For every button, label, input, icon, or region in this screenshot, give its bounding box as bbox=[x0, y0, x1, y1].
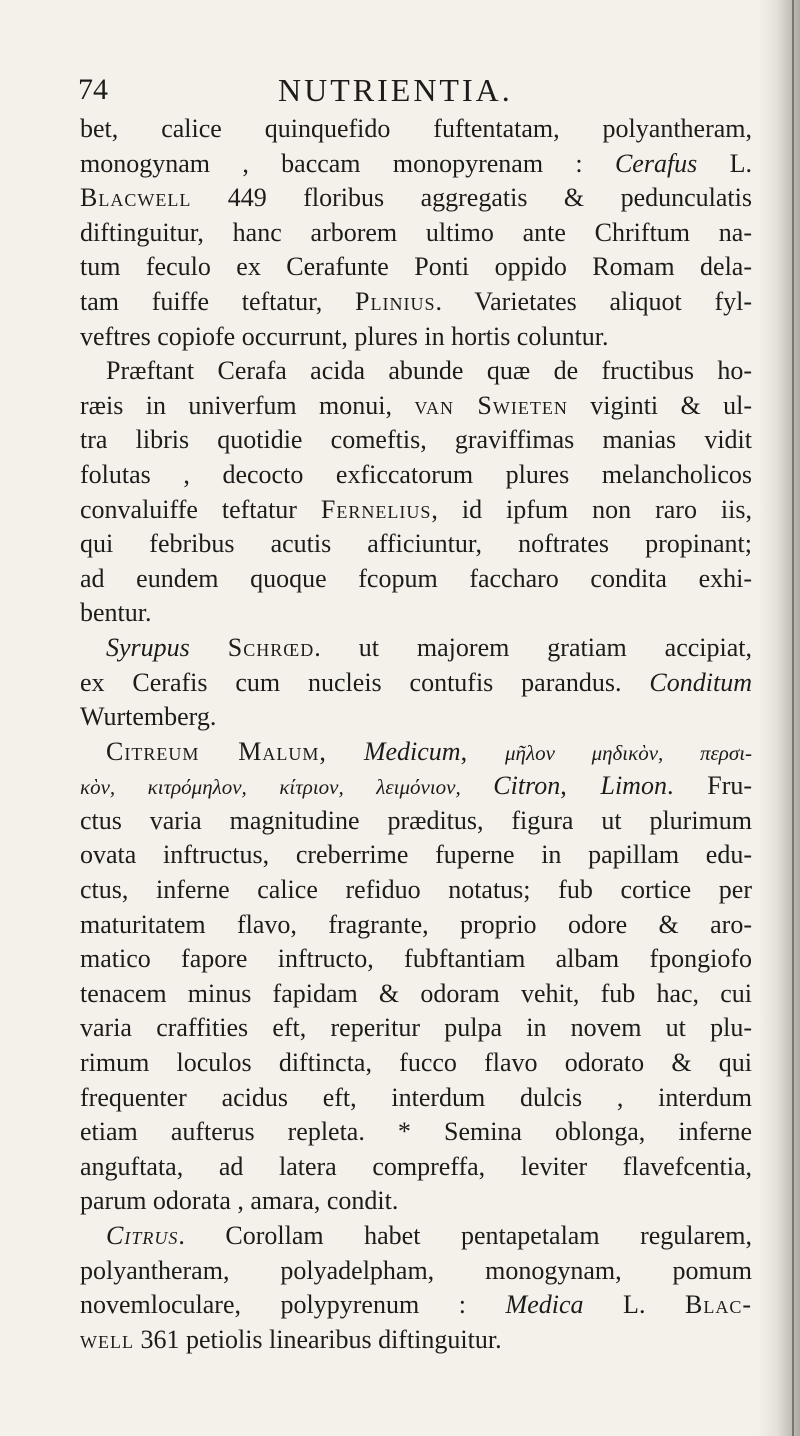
text-line bbox=[80, 769, 752, 804]
text-segment: tam fuiffe teftatur, bbox=[80, 286, 356, 316]
text-segment: bet, calice quinquefido fuftentatam, polyantheram, bbox=[80, 114, 752, 143]
text-line bbox=[80, 423, 752, 458]
text-segment: ex Cerafis cum nucleis contufis parandus. bbox=[80, 667, 650, 697]
text-segment: Conditum bbox=[649, 667, 752, 697]
text-segment: tra libris quotidie comeftis, graviffimas manias vidit bbox=[80, 425, 752, 455]
text-segment: Citrus bbox=[106, 1221, 179, 1250]
text-segment: Limon bbox=[600, 771, 667, 801]
text-line bbox=[80, 1219, 752, 1254]
text-line bbox=[80, 216, 752, 251]
text-segment: Fernelius bbox=[320, 494, 432, 524]
text-line bbox=[80, 1150, 752, 1185]
text-line bbox=[80, 942, 752, 977]
text-line bbox=[80, 493, 752, 528]
text-line bbox=[80, 389, 752, 424]
text-segment: convaluiffe teftatur bbox=[80, 494, 321, 524]
text-segment: Præftant Cerafa acida abunde quæ de fructibus ho- bbox=[106, 356, 752, 386]
text-segment: Wurtemberg. bbox=[80, 702, 217, 732]
text-segment: ctus varia magnitudine præditus, figura ut plurimum bbox=[80, 805, 752, 835]
text-line bbox=[80, 908, 752, 943]
text-segment: Syrupus bbox=[106, 632, 190, 662]
text-segment: viginti & ul- bbox=[567, 390, 753, 420]
text-segment: ræis in univerfum monui, bbox=[80, 390, 415, 420]
text-segment: well bbox=[80, 1324, 134, 1354]
text-segment: van Swieten bbox=[414, 390, 568, 420]
text-segment: Blac- bbox=[685, 1290, 752, 1320]
page-edge-line bbox=[792, 0, 794, 1436]
text-segment: maturitatem flavo, fragrante, proprio odore & aro- bbox=[80, 909, 752, 939]
text-segment bbox=[190, 633, 228, 662]
text-segment: bentur. bbox=[80, 598, 152, 628]
text-segment: etiam aufterus repleta. * Semina oblonga, inferne bbox=[80, 1117, 752, 1147]
text-segment: novemloculare, polypyrenum : bbox=[80, 1290, 506, 1320]
text-line bbox=[80, 320, 752, 355]
text-line bbox=[80, 735, 752, 770]
text-line bbox=[80, 838, 752, 873]
text-line bbox=[80, 354, 752, 389]
page-header bbox=[78, 70, 738, 110]
text-segment: varia craffities eft, reperitur pulpa in novem ut plu- bbox=[80, 1013, 752, 1043]
text-line bbox=[80, 250, 752, 285]
text-line bbox=[80, 1184, 752, 1219]
text-segment: monogynam , baccam monopyrenam : bbox=[80, 148, 615, 178]
text-line bbox=[80, 1081, 752, 1116]
text-segment: . Varietates aliquot fyl- bbox=[435, 286, 752, 316]
text-segment: . Corollam habet pentapetalam regularem, bbox=[178, 1221, 752, 1250]
text-line bbox=[80, 527, 752, 562]
text-segment: Plinius bbox=[355, 286, 436, 316]
text-segment: L. bbox=[697, 148, 752, 178]
text-segment: Citron bbox=[493, 771, 561, 801]
text-segment: qui febribus acutis afficiuntur, noftrates propinant; bbox=[80, 529, 752, 559]
text-segment: rimum loculos diftincta, fucco flavo odorato & qui bbox=[80, 1048, 752, 1078]
text-segment: Citreum Malum bbox=[106, 736, 320, 766]
text-segment: veftres copiofe occurrunt, plures in hortis coluntur. bbox=[80, 321, 609, 351]
text-segment: ctus, inferne calice refiduo notatus; fub cortice per bbox=[80, 875, 752, 905]
text-segment: μῆλον μηδικὸν, περσι- bbox=[505, 740, 753, 765]
text-segment: . ut majorem gratiam accipiat, bbox=[314, 632, 753, 662]
text-line bbox=[80, 1011, 752, 1046]
text-line bbox=[80, 804, 752, 839]
text-line bbox=[80, 1254, 752, 1289]
text-segment: , bbox=[319, 736, 364, 766]
text-segment: anguftata, ad latera compreffa, leviter flavefcentia, bbox=[80, 1151, 752, 1181]
text-line bbox=[80, 1115, 752, 1150]
text-segment: ovata inftructus, creberrime fuperne in papillam edu- bbox=[80, 840, 752, 870]
text-line bbox=[80, 1288, 752, 1323]
text-segment: polyantheram, polyadelpham, monogynam, pomum bbox=[80, 1255, 752, 1285]
text-line bbox=[80, 1323, 752, 1358]
text-segment: parum odorata , amara, condit. bbox=[80, 1186, 399, 1216]
text-segment: Schrœd bbox=[227, 632, 315, 662]
text-line bbox=[80, 700, 752, 735]
text-line bbox=[80, 112, 752, 147]
text-segment: , bbox=[560, 771, 601, 801]
text-segment: Blacwell bbox=[80, 183, 192, 213]
text-segment: Cerafus bbox=[614, 148, 698, 178]
text-line bbox=[80, 147, 752, 182]
text-line bbox=[80, 631, 752, 666]
text-segment: ad eundem quoque fcopum faccharo condita exhi- bbox=[80, 563, 752, 593]
text-line bbox=[80, 873, 752, 908]
text-line bbox=[80, 1046, 752, 1081]
text-line bbox=[80, 977, 752, 1012]
text-line bbox=[80, 562, 752, 597]
running-title: NUTRIENTIA. bbox=[278, 72, 513, 108]
text-segment: diftinguitur, hanc arborem ultimo ante Chriftum na- bbox=[80, 217, 752, 247]
text-line bbox=[80, 458, 752, 493]
text-segment: matico fapore inftructo, fubftantiam albam fpongiofo bbox=[80, 944, 752, 974]
page-number: 74 bbox=[78, 73, 108, 106]
text-segment: Medica bbox=[505, 1290, 584, 1320]
body-text bbox=[80, 112, 752, 1357]
text-segment: κὸν, κιτρόμηλον, κίτριον, λειμόνιον, bbox=[80, 775, 494, 800]
text-line bbox=[80, 666, 752, 701]
text-segment: frequenter acidus eft, interdum dulcis , interdum bbox=[80, 1082, 752, 1112]
text-segment: folutas , decocto exficcatorum plures melancholicos bbox=[80, 459, 752, 489]
text-segment: L. bbox=[583, 1290, 685, 1320]
text-segment: . Fru- bbox=[666, 771, 753, 801]
text-segment: 361 petiolis linearibus diftinguitur. bbox=[133, 1324, 502, 1354]
text-line bbox=[80, 181, 752, 216]
text-line bbox=[80, 596, 752, 631]
text-segment: tum feculo ex Cerafunte Ponti oppido Romam dela- bbox=[80, 252, 752, 282]
text-segment: tenacem minus fapidam & odoram vehit, fub hac, cui bbox=[80, 978, 752, 1008]
text-segment: Medicum bbox=[363, 736, 461, 766]
text-segment: 449 floribus aggregatis & pedunculatis bbox=[191, 183, 752, 213]
text-segment: , id ipfum non raro iis, bbox=[431, 494, 752, 524]
text-line bbox=[80, 285, 752, 320]
text-segment: , bbox=[460, 736, 506, 766]
